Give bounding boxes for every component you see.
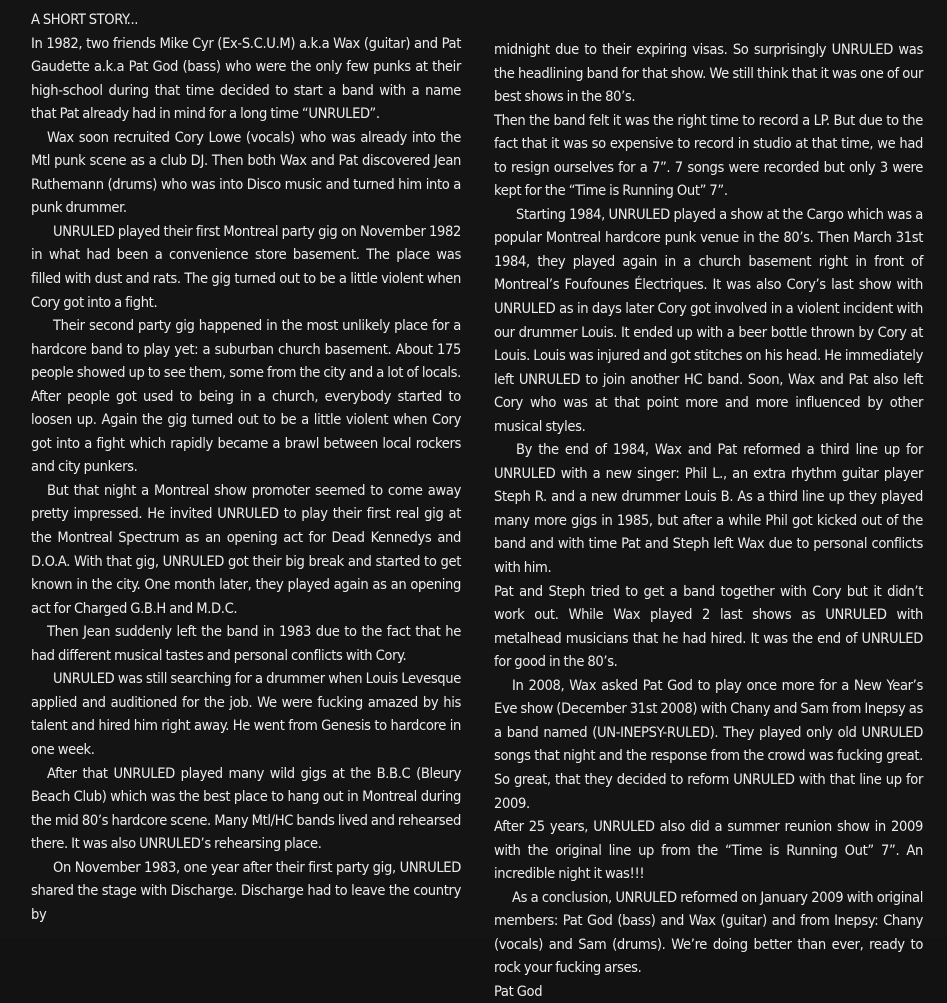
paragraph: Then the band felt it was the right time to record a LP. But due to the fact that it was so expensive to record in studio at that time, we had to resign ourselves for a 7”. 7 songs were recorded but only 3 were kept for the “Time is Running Out” 7”. [494,111,923,200]
paragraph: On November 1983, one year after their first party gig, UNRULED shared the stage with Discharge. Discharge had to leave the country by [31,858,461,923]
paragraph: UNRULED played their first Montreal party gig on November 1982 in what had been a convenience store basement. The place was filled with dust and rats. The gig turned out to be a little violent when Cory got into a fight. [31,222,461,311]
paragraph: After that UNRULED played many wild gigs at the B.B.C (Bleury Beach Club) which was the best place to hang out in Montreal during the mid 80’s hardcore scene. Many Mtl/HC bands lived and rehearsed there. It was also UNRULED’s rehearsing place. [31,764,461,853]
paragraph: In 1982, two friends Mike Cyr (Ex-S.C.U.M) a.k.a Wax (guitar) and Pat Gaudette a.k.a Pat God (bass) who were the only few punks at their high-school during that time decided to start a band with a name that Pat already had in mind for a long time “UNRULED”. [31,34,461,123]
paragraph: Wax soon recruited Cory Lowe (vocals) who was already into the Mtl punk scene as a club DJ. Then both Wax and Pat discovered Jean Ruthemann (drums) who was into Disco music and turned him into a punk drummer. [31,128,461,217]
right-column [494,38,923,1003]
paragraph: But that night a Montreal show promoter seemed to come away pretty impressed. He invited UNRULED to play their first real gig at the Montreal Spectrum as an opening act for Dead Kennedys and D.O.A. With that gig, UNRULED got their big break and started to get known in the city. One month later, they played again as an opening act for Charged G.B.H and M.D.C. [31,481,461,617]
paragraph: Then Jean suddenly left the band in 1983 due to the fact that he had different musical tastes and personal conflicts with Cory. [31,623,461,664]
left-column [31,8,461,926]
paragraph: UNRULED was still searching for a drummer when Louis Levesque applied and auditioned for the job. We were fucking amazed by his talent and hired him right away. He went from Genesis to hardcore in one week. [31,670,461,758]
paragraph: By the end of 1984, Wax and Pat reformed a third line up for UNRULED with a new singer: Phil L., an extra rhythm guitar player Steph R. and a new drummer Louis B. As a third line up they played many more gigs in 1985, but after a while Phil got kicked out of the band and with time Pat and Steph left Wax due to personal conflicts with him. [494,441,923,577]
story-heading: A SHORT STORY... [31,11,138,28]
paragraph: Pat and Steph tried to get a band together with Cory but it didn’t work out. While Wax played 2 last shows as UNRULED with metalhead musicians that he had hired. It was the end of UNRULED for good in the 80’s. [494,582,923,671]
paragraph: Starting 1984, UNRULED played a show at the Cargo which was a popular Montreal hardcore punk venue in the 80’s. Then March 31st 1984, they played again in a church basement right in front of Montreal’s Foufounes Électriques. It was also Cory’s last show with UNRULED as in days later Cory got involved in a violent incident with our drummer Louis. It ended up with a beer bottle thrown by Cory at Louis. Louis was injured and got stitches on his head. He immediately left UNRULED to join another HC band. Soon, Wax and Pat also left Cory who was at that point more and more influenced by other musical styles. [494,205,923,435]
paragraph: After 25 years, UNRULED also did a summer reunion show in 2009 with the original line up from the “Time is Running Out” 7”. An incredible night it was!!! [494,818,923,883]
paragraph: As a conclusion, UNRULED reformed on January 2009 with original members: Pat God (bass) and Wax (guitar) and from Inepsy: Chany (vocals) and Sam (drums). We’re doing better than ever, ready to rock your fucking arses. [494,888,923,977]
paragraph: midnight due to their expiring visas. So surprisingly UNRULED was the headlining band for that show. We still think that it was one of our best shows in the 80’s. [494,41,923,106]
paragraph: Their second party gig happened in the most unlikely place for a hardcore band to play yet: a suburban church basement. About 175 people showed up to see them, some from the city and a lot of locals. After people got used to being in a church, everybody started to loosen up. Again the gig turned out to be a little violent when Cory got into a fight which rapidly became a brawl between local rockers and city punkers. [31,317,461,476]
signature: Pat God [494,982,543,1000]
paragraph: In 2008, Wax asked Pat God to play once more for a New Year’s Eve show (December 31st 2008) with Chany and Sam from Inepsy as a band named (UN-INEPSY-RULED). They played only old UNRULED songs that night and the response from the crowd was fucking great. So great, that they decided to reform UNRULED with that line up for 2009. [494,676,923,812]
